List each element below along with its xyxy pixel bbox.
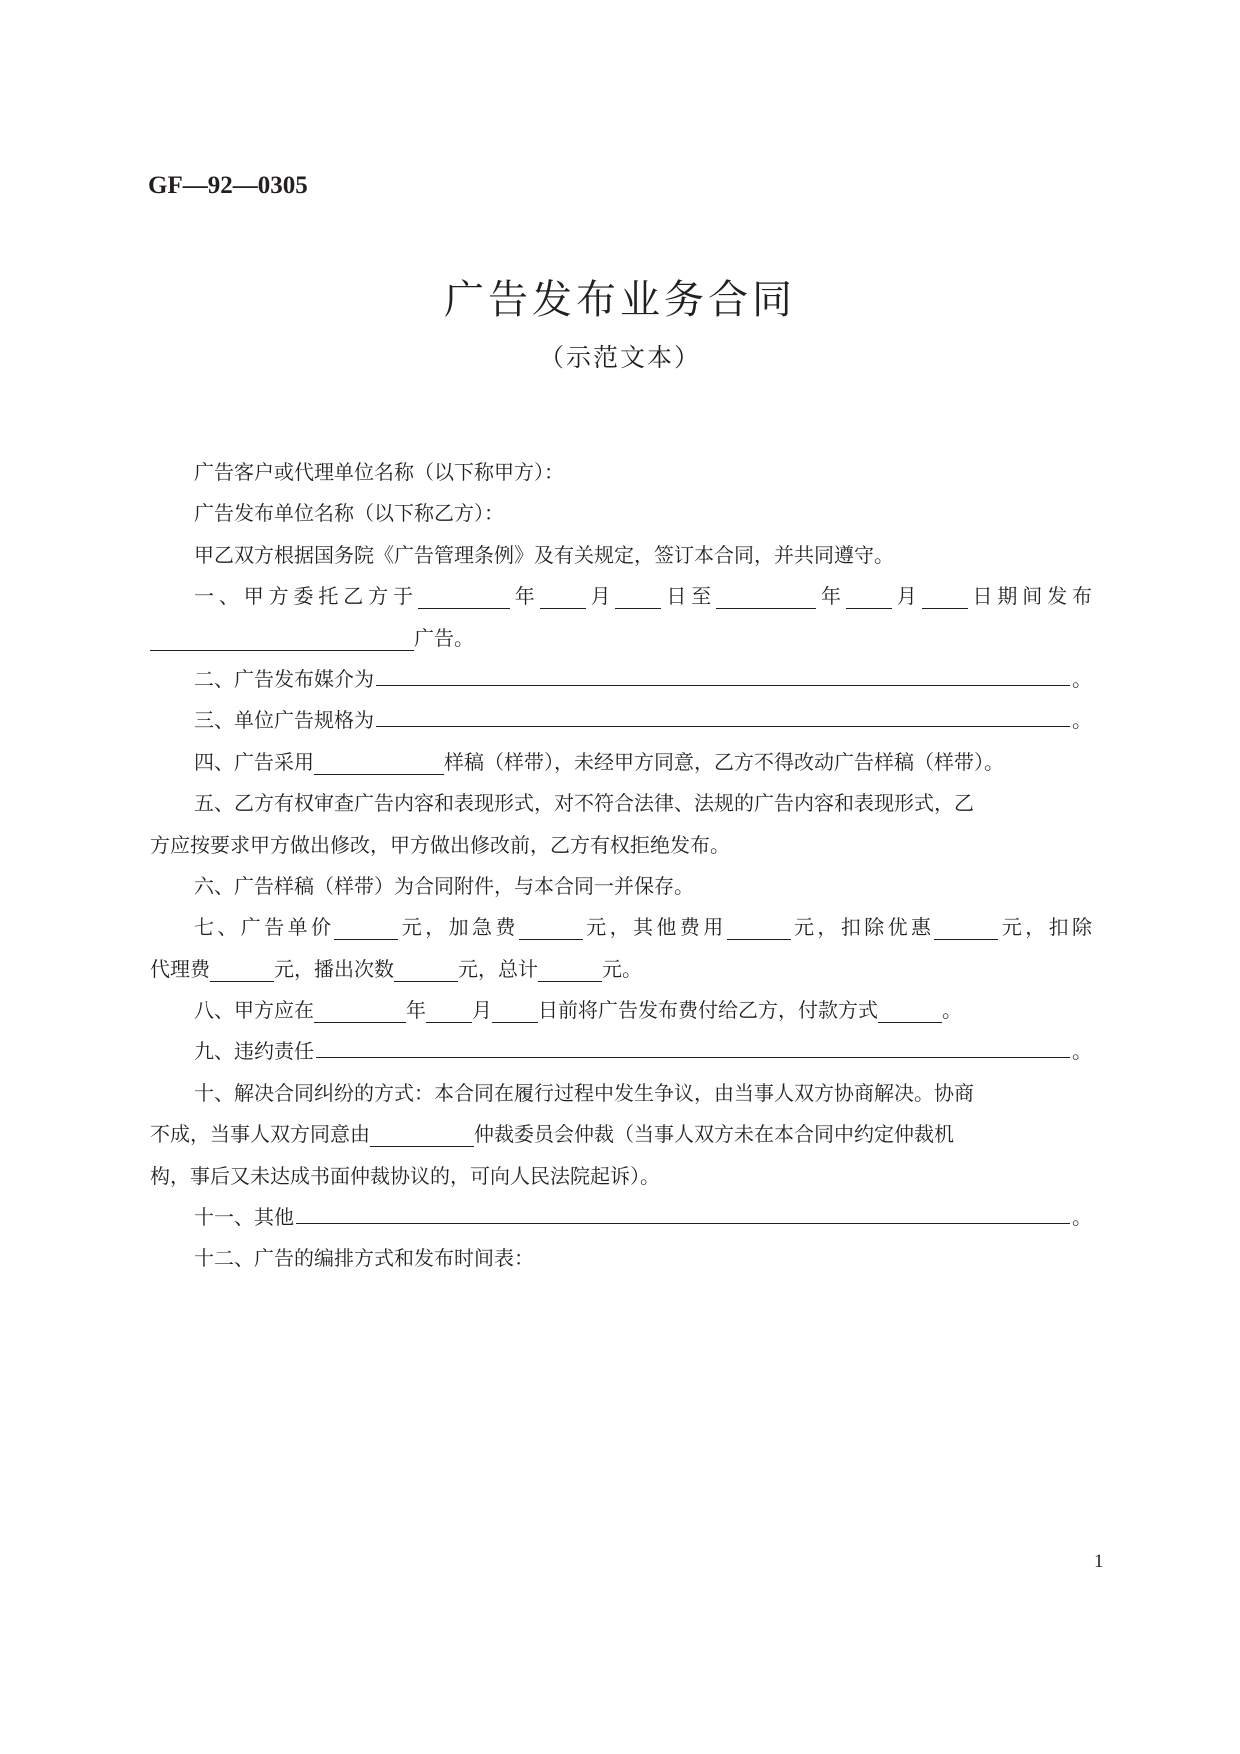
clause-1-during-label: 日期间发布	[967, 584, 1093, 609]
clause-2-period: 。	[1072, 666, 1092, 691]
clause-1-day-to-label: 日至	[661, 584, 717, 609]
clause-1-month2-label: 月	[891, 584, 922, 609]
clause-11-text: 十一、其他	[194, 1205, 294, 1230]
broadcast-times-blank	[394, 956, 458, 982]
pay-month-blank	[426, 997, 472, 1023]
clause-8-text: 八、甲方应在	[194, 998, 314, 1023]
start-month-blank	[540, 583, 586, 609]
clause-10-rest: 仲裁委员会仲裁（当事人双方未在本合同中约定仲裁机	[474, 1122, 954, 1147]
clause-7-discount-label: 元，扣除优惠	[790, 915, 935, 940]
agency-fee-blank	[210, 956, 274, 982]
ad-name-blank	[150, 625, 414, 651]
clause-1-year-label: 年	[509, 584, 540, 609]
clause-7-times-label: 元，播出次数	[274, 956, 394, 981]
clause-7-deduct-label: 元，扣除	[998, 915, 1093, 940]
clause-8-line	[150, 990, 1092, 1031]
clause-1-line	[150, 576, 1092, 617]
clause-10-text: 不成，当事人双方同意由	[150, 1122, 370, 1147]
clause-11-line	[150, 1197, 1092, 1238]
clause-8-rest: 日前将广告发布费付给乙方，付款方式	[538, 998, 878, 1023]
end-year-blank	[716, 583, 816, 609]
clause-10-line: 十、解决合同纠纷的方式：本合同在履行过程中发生争议，由当事人双方协商解决。协商	[194, 1080, 974, 1105]
clause-7-end-label: 元。	[602, 956, 642, 981]
contract-body	[150, 452, 1092, 1280]
clause-8-year-label: 年	[406, 998, 426, 1023]
media-blank	[376, 660, 1070, 686]
clause-7-agency-label: 代理费	[150, 956, 210, 981]
clause-7-other-label: 元，其他费用	[582, 915, 727, 940]
document-subtitle: （示范文本）	[538, 343, 701, 372]
clause-7-total-label: 元，总计	[458, 956, 538, 981]
liability-blank	[316, 1032, 1070, 1058]
payment-method-blank	[878, 997, 942, 1023]
clause-1-end-label: 广告。	[414, 625, 474, 650]
clause-8-month-label: 月	[472, 998, 492, 1023]
clause-1-text: 一、甲方委托乙方于	[194, 584, 418, 609]
start-day-blank	[615, 583, 661, 609]
pay-year-blank	[314, 997, 406, 1023]
pay-day-blank	[492, 997, 538, 1023]
clause-4-rest: 样稿（样带），未经甲方同意，乙方不得改动广告样稿（样带）。	[444, 749, 1004, 774]
clause-11-period: 。	[1072, 1205, 1092, 1230]
sample-blank	[314, 749, 444, 775]
clause-1-continuation	[150, 618, 1092, 659]
clause-7-continuation	[150, 949, 1092, 990]
clause-7-rush-label: 元，加急费	[398, 915, 519, 940]
clause-5-continuation: 方应按要求甲方做出修改，甲方做出修改前，乙方有权拒绝发布。	[150, 832, 730, 857]
clause-9-text: 九、违约责任	[194, 1039, 314, 1064]
clause-3-period: 。	[1072, 708, 1092, 733]
clause-9-period: 。	[1072, 1039, 1092, 1064]
discount-blank	[934, 914, 998, 940]
page-number: 1	[1094, 1551, 1104, 1572]
end-day-blank	[922, 583, 968, 609]
clause-12-line: 十二、广告的编排方式和发布时间表：	[194, 1246, 534, 1271]
clause-3-line	[150, 700, 1092, 741]
other-fee-blank	[727, 914, 791, 940]
document-title: 广告发布业务合同	[444, 277, 796, 323]
unit-price-blank	[334, 914, 398, 940]
clause-1-month-label: 月	[585, 584, 616, 609]
clause-4-line	[150, 742, 1092, 783]
preamble-line: 甲乙双方根据国务院《广告管理条例》及有关规定，签订本合同，并共同遵守。	[194, 542, 894, 567]
other-blank	[296, 1198, 1070, 1224]
clause-1-year2-label: 年	[816, 584, 846, 609]
clause-7-text: 七、广告单价	[194, 915, 335, 940]
end-month-blank	[846, 583, 892, 609]
clause-3-text: 三、单位广告规格为	[194, 708, 374, 733]
party-b-line: 广告发布单位名称（以下称乙方）：	[194, 501, 504, 526]
arbitration-blank	[370, 1121, 474, 1147]
clause-9-line	[150, 1031, 1092, 1072]
clause-4-text: 四、广告采用	[194, 749, 314, 774]
clause-2-text: 二、广告发布媒介为	[194, 666, 374, 691]
clause-10-end: 构，事后又未达成书面仲裁协议的，可向人民法院起诉）。	[150, 1163, 660, 1188]
start-year-blank	[418, 583, 510, 609]
clause-8-period: 。	[942, 998, 962, 1023]
document-code: GF—92—0305	[148, 172, 308, 199]
clause-10-continuation	[150, 1114, 1092, 1155]
rush-fee-blank	[519, 914, 583, 940]
party-a-line: 广告客户或代理单位名称（以下称甲方）：	[194, 460, 564, 484]
clause-7-line	[150, 907, 1092, 948]
clause-6-line: 六、广告样稿（样带）为合同附件，与本合同一并保存。	[194, 873, 694, 898]
clause-2-line	[150, 659, 1092, 700]
clause-5-line: 五、乙方有权审查广告内容和表现形式，对不符合法律、法规的广告内容和表现形式，乙	[194, 791, 974, 816]
total-blank	[538, 956, 602, 982]
spec-blank	[376, 701, 1070, 727]
